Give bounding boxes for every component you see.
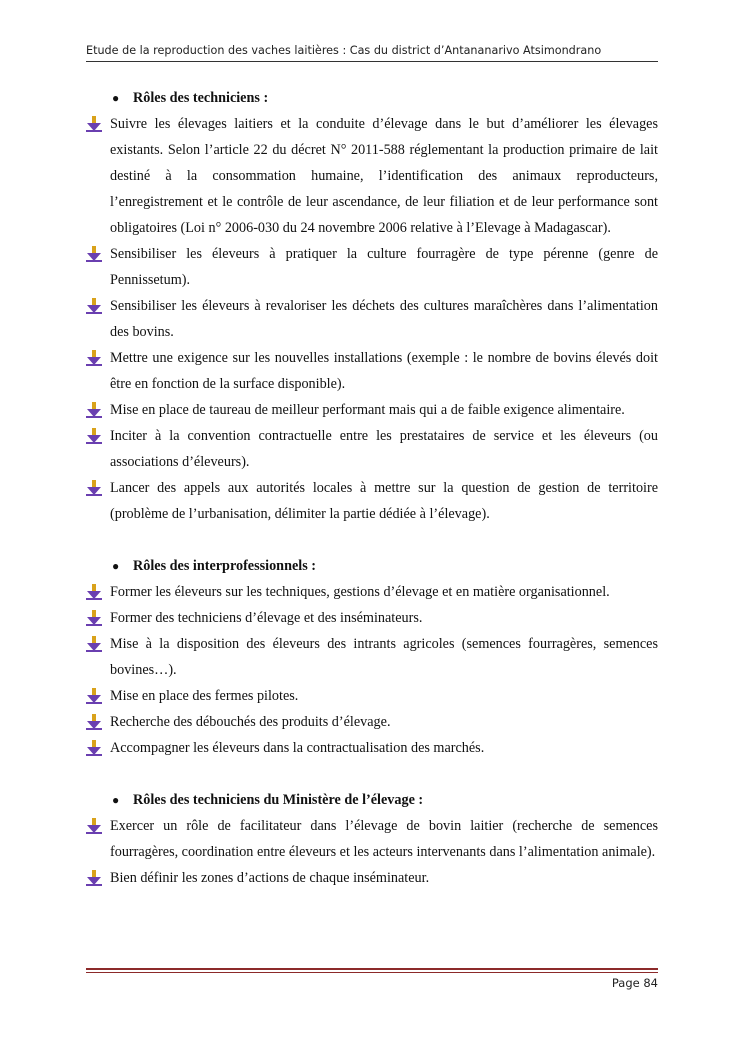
list-item <box>86 709 658 735</box>
section <box>86 85 658 527</box>
section-title-text: Rôles des techniciens : <box>133 90 269 106</box>
bullet-dot-icon: ● <box>112 559 120 573</box>
header-rule <box>86 61 658 62</box>
down-arrow-bullet-icon <box>86 116 102 132</box>
down-arrow-bullet-icon <box>86 740 102 756</box>
footer-rule-thick <box>86 968 658 970</box>
down-arrow-bullet-icon <box>86 402 102 418</box>
section-title <box>86 787 658 813</box>
list-item <box>86 631 658 683</box>
down-arrow-bullet-icon <box>86 636 102 652</box>
section <box>86 553 658 761</box>
list-item <box>86 345 658 397</box>
down-arrow-bullet-icon <box>86 610 102 626</box>
down-arrow-bullet-icon <box>86 428 102 444</box>
down-arrow-bullet-icon <box>86 688 102 704</box>
down-arrow-bullet-icon <box>86 350 102 366</box>
list-item-text: Accompagner les éleveurs dans la contractualisation des marchés. <box>110 740 485 756</box>
bullet-list <box>86 813 658 891</box>
list-item-text: Inciter à la convention contractuelle entre les prestataires de service et les éleveurs (ou associations d’éleveurs). <box>110 428 658 470</box>
list-item-text: Recherche des débouchés des produits d’élevage. <box>110 714 391 730</box>
list-item <box>86 683 658 709</box>
list-item <box>86 241 658 293</box>
list-item <box>86 865 658 891</box>
down-arrow-bullet-icon <box>86 714 102 730</box>
bullet-list <box>86 579 658 761</box>
section-title <box>86 553 658 579</box>
list-item-text: Bien définir les zones d’actions de chaque inséminateur. <box>110 870 430 886</box>
list-item <box>86 111 658 241</box>
list-item <box>86 813 658 865</box>
list-item-text: Suivre les élevages laitiers et la conduite d’élevage dans le but d’améliorer les élevages existants. Selon l’article 22 du décret N° 2011-588 réglementant la production primaire de lait destiné à la consommation humaine, l’identification des animaux reproducteurs, l’enregistrement et le contrôle de leur ascendance, de leur filiation et de leur performance sont obligatoires (Loi n° 2006-030 du 24 novembre 2006 relative à l’Elevage à Madagascar). <box>110 116 658 236</box>
list-item <box>86 423 658 475</box>
list-item-text: Former les éleveurs sur les techniques, gestions d’élevage et en matière organisationnel. <box>110 584 610 600</box>
document-body <box>86 85 658 917</box>
list-item-text: Mise à la disposition des éleveurs des intrants agricoles (semences fourragères, semences bovines…). <box>110 636 658 678</box>
section-title <box>86 85 658 111</box>
page-number: Page 84 <box>611 976 658 990</box>
running-header: Etude de la reproduction des vaches laitières : Cas du district d’Antananarivo Atsimondrano <box>86 44 602 57</box>
list-item-text: Mise en place des fermes pilotes. <box>110 688 299 704</box>
list-item <box>86 579 658 605</box>
list-item <box>86 397 658 423</box>
down-arrow-bullet-icon <box>86 818 102 834</box>
bullet-dot-icon: ● <box>112 91 120 105</box>
list-item <box>86 475 658 527</box>
list-item-text: Sensibiliser les éleveurs à revaloriser les déchets des cultures maraîchères dans l’alimentation des bovins. <box>110 298 658 340</box>
down-arrow-bullet-icon <box>86 584 102 600</box>
section <box>86 787 658 891</box>
list-item-text: Exercer un rôle de facilitateur dans l’élevage de bovin laitier (recherche de semences fourragères, coordination entre éleveurs et les acteurs intervenants dans l’alimentation animale). <box>110 818 658 860</box>
bullet-dot-icon: ● <box>112 793 120 807</box>
section-title-text: Rôles des interprofessionnels : <box>133 558 316 574</box>
down-arrow-bullet-icon <box>86 298 102 314</box>
list-item <box>86 605 658 631</box>
section-title-text: Rôles des techniciens du Ministère de l’élevage : <box>133 792 424 808</box>
list-item-text: Lancer des appels aux autorités locales à mettre sur la question de gestion de territoire (problème de l’urbanisation, délimiter la partie dédiée à l’élevage). <box>110 480 658 522</box>
list-item-text: Mettre une exigence sur les nouvelles installations (exemple : le nombre de bovins élevés doit être en fonction de la surface disponible). <box>110 350 658 392</box>
list-item-text: Sensibiliser les éleveurs à pratiquer la culture fourragère de type pérenne (genre de Pennissetum). <box>110 246 658 288</box>
bullet-list <box>86 111 658 527</box>
down-arrow-bullet-icon <box>86 480 102 496</box>
list-item <box>86 293 658 345</box>
down-arrow-bullet-icon <box>86 246 102 262</box>
footer-rule-thin <box>86 972 658 973</box>
list-item-text: Mise en place de taureau de meilleur performant mais qui a de faible exigence alimentaire. <box>110 402 625 418</box>
down-arrow-bullet-icon <box>86 870 102 886</box>
list-item-text: Former des techniciens d’élevage et des inséminateurs. <box>110 610 423 626</box>
list-item <box>86 735 658 761</box>
